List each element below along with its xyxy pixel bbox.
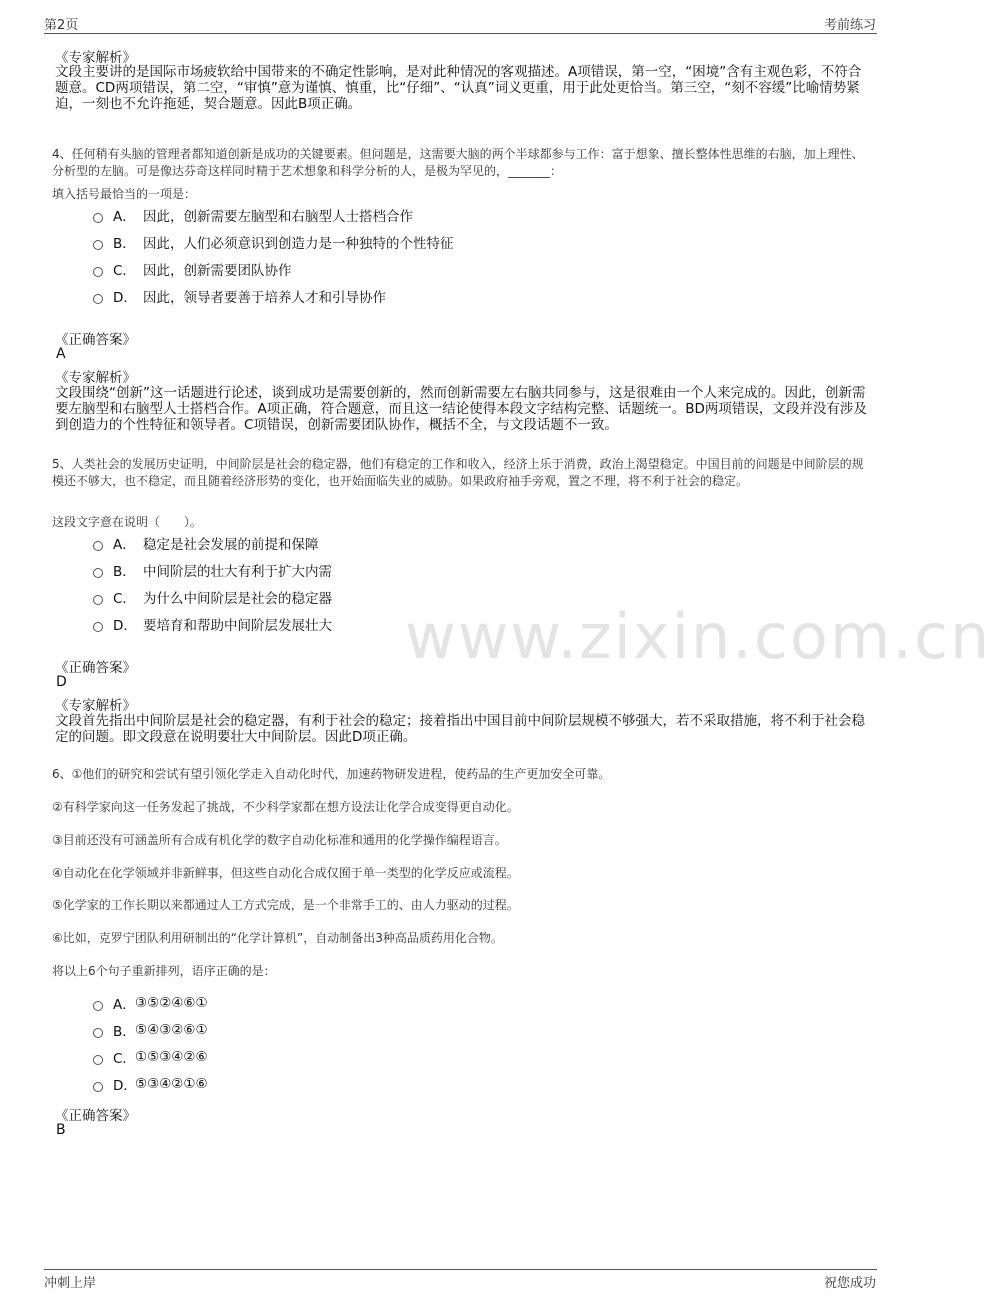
radio-icon[interactable]: [93, 294, 103, 304]
q4-answer: A: [56, 346, 66, 362]
q5-option-a[interactable]: [93, 534, 319, 552]
option-letter: A．: [113, 209, 136, 225]
option-text: 因此，人们必须意识到创造力是一种独特的个性特征: [143, 236, 454, 252]
option-text: 因此，创新需要团队协作: [143, 263, 292, 279]
radio-icon[interactable]: [93, 595, 103, 605]
option-letter: A．: [113, 537, 136, 553]
radio-icon[interactable]: [93, 568, 103, 578]
option-letter: A．: [113, 997, 136, 1013]
q4-option-d[interactable]: [93, 287, 386, 305]
footer-left-label: 冲刺上岸: [44, 1276, 97, 1291]
q6-answer-label: 《正确答案》: [55, 1108, 136, 1124]
q6-sentence-1: 6、①他们的研究和尝试有望引领化学走入自动化时代，加速药物研发进程，使药品的生产更加安全可靠。: [52, 767, 611, 781]
radio-icon[interactable]: [93, 541, 103, 551]
option-letter: D．: [113, 1078, 137, 1094]
q6-option-d[interactable]: [93, 1075, 208, 1093]
q4-analysis-label: 《专家解析》: [55, 370, 136, 386]
q5-option-d[interactable]: [93, 615, 332, 633]
q6-sentence-3: ③目前还没有可涵盖所有合成有机化学的数字自动化标准和通用的化学操作编程语言。: [52, 833, 507, 847]
page-number-label: 第2页: [44, 18, 79, 33]
radio-icon[interactable]: [93, 1055, 103, 1065]
option-letter: B．: [113, 564, 136, 580]
intro-analysis-text: 文段主要讲的是国际市场疲软给中国带来的不确定性影响，是对此种情况的客观描述。A项错误，第一空，“困境”含有主观色彩，不符合题意。CD两项错误，第二空，“审慎”意为谨慎、慎重，比“仔细”、“认真”词义更重，用于此处更恰当。第三空，“刻不容缓”比喻情势紧迫，一刻也不允许拖延，契合题意。因此B项正确。: [55, 64, 862, 112]
option-letter: C．: [113, 1051, 136, 1067]
option-text: ①⑤③④②⑥: [135, 1049, 208, 1065]
q5-option-b[interactable]: [93, 561, 332, 579]
q6-sentence-4: ④自动化在化学领域并非新鲜事，但这些自动化合成仅囿于单一类型的化学反应或流程。: [52, 866, 519, 880]
footer-right-label: 祝您成功: [823, 1276, 876, 1291]
option-text: 为什么中间阶层是社会的稳定器: [143, 591, 332, 607]
header-right-label: 考前练习: [823, 18, 876, 33]
header-divider: [44, 33, 877, 34]
q4-option-c[interactable]: [93, 260, 292, 278]
radio-icon[interactable]: [93, 622, 103, 632]
option-letter: C．: [113, 591, 136, 607]
option-text: ⑤④③②⑥①: [135, 1022, 208, 1038]
option-text: 中间阶层的壮大有利于扩大内需: [143, 564, 332, 580]
option-letter: B．: [113, 1024, 136, 1040]
q5-answer: D: [56, 674, 67, 690]
option-text: 因此，领导者要善于培养人才和引导协作: [143, 290, 386, 306]
option-text: 稳定是社会发展的前提和保障: [143, 537, 319, 553]
radio-icon[interactable]: [93, 213, 103, 223]
option-text: 因此，创新需要左脑型和右脑型人士搭档合作: [143, 209, 413, 225]
q6-answer: B: [56, 1122, 66, 1138]
q6-option-b[interactable]: [93, 1021, 208, 1039]
radio-icon[interactable]: [93, 1028, 103, 1038]
q4-option-a[interactable]: [93, 206, 413, 224]
q6-sentence-5: ⑤化学家的工作长期以来都通过人工方式完成，是一个非常手工的、由人力驱动的过程。: [52, 898, 519, 912]
q4-answer-label: 《正确答案》: [55, 332, 136, 348]
q5-prompt: 这段文字意在说明（ ）。: [52, 515, 203, 529]
q4-stem: 4、任何稍有头脑的管理者都知道创新是成功的关键要素。但问题是，这需要大脑的两个半球都参与工作：富于想象、擅长整体性思维的右脑，加上理性、分析型的左脑。可是像达芬奇这样同时精于艺术想象和科学分析的人，是极为罕见的，_______：: [52, 147, 864, 178]
option-letter: D．: [113, 290, 137, 306]
q6-sentence-6: ⑥比如，克罗宁团队利用研制出的“化学计算机”，自动制备出3种高品质药用化合物。: [52, 931, 503, 945]
q6-sentence-2: ②有科学家向这一任务发起了挑战，不少科学家都在想方设法让化学合成变得更自动化。: [52, 800, 519, 814]
option-letter: D．: [113, 618, 137, 634]
radio-icon[interactable]: [93, 267, 103, 277]
q5-analysis-label: 《专家解析》: [55, 698, 136, 714]
option-text: ③⑤②④⑥①: [135, 995, 208, 1011]
q5-stem: 5、人类社会的发展历史证明，中间阶层是社会的稳定器，他们有稳定的工作和收入，经济上乐于消费，政治上渴望稳定。中国目前的问题是中间阶层的规模还不够大，也不稳定，而且随着经济形势的变化，也开始面临失业的威胁。如果政府袖手旁观，置之不理，将不利于社会的稳定。: [52, 457, 864, 488]
q5-answer-label: 《正确答案》: [55, 660, 136, 676]
q4-prompt: 填入括号最恰当的一项是：: [52, 187, 197, 201]
q4-analysis-text: 文段围绕“创新”这一话题进行论述，谈到成功是需要创新的，然而创新需要左右脑共同参与，这是很难由一个人来完成的。因此，创新需要左脑型和右脑型人士搭档合作。A项正确，符合题意，而且这一结论使得本段文字结构完整、话题统一。BD两项错误，文段并没有涉及到创造力的个性特征和领导者。C项错误，创新需要团队协作，概括不全，与文段话题不一致。: [55, 385, 867, 433]
radio-icon[interactable]: [93, 1001, 103, 1011]
q5-analysis-text: 文段首先指出中间阶层是社会的稳定器，有利于社会的稳定；接着指出中国目前中间阶层规模不够强大，若不采取措施，将不利于社会稳定的问题。即文段意在说明要壮大中间阶层。因此D项正确。: [55, 713, 865, 745]
q6-prompt: 将以上6个句子重新排列，语序正确的是：: [52, 964, 276, 978]
q6-option-c[interactable]: [93, 1048, 208, 1066]
option-letter: B．: [113, 236, 136, 252]
intro-analysis-label: 《专家解析》: [55, 50, 136, 66]
option-text: 要培育和帮助中间阶层发展壮大: [143, 618, 332, 634]
option-letter: C．: [113, 263, 136, 279]
q5-option-c[interactable]: [93, 588, 332, 606]
radio-icon[interactable]: [93, 1082, 103, 1092]
radio-icon[interactable]: [93, 240, 103, 250]
footer-divider: [44, 1269, 877, 1270]
option-text: ⑤③④②①⑥: [135, 1076, 208, 1092]
q4-option-b[interactable]: [93, 233, 454, 251]
watermark: www.zixin.com.cn: [405, 600, 991, 673]
q6-option-a[interactable]: [93, 994, 208, 1012]
